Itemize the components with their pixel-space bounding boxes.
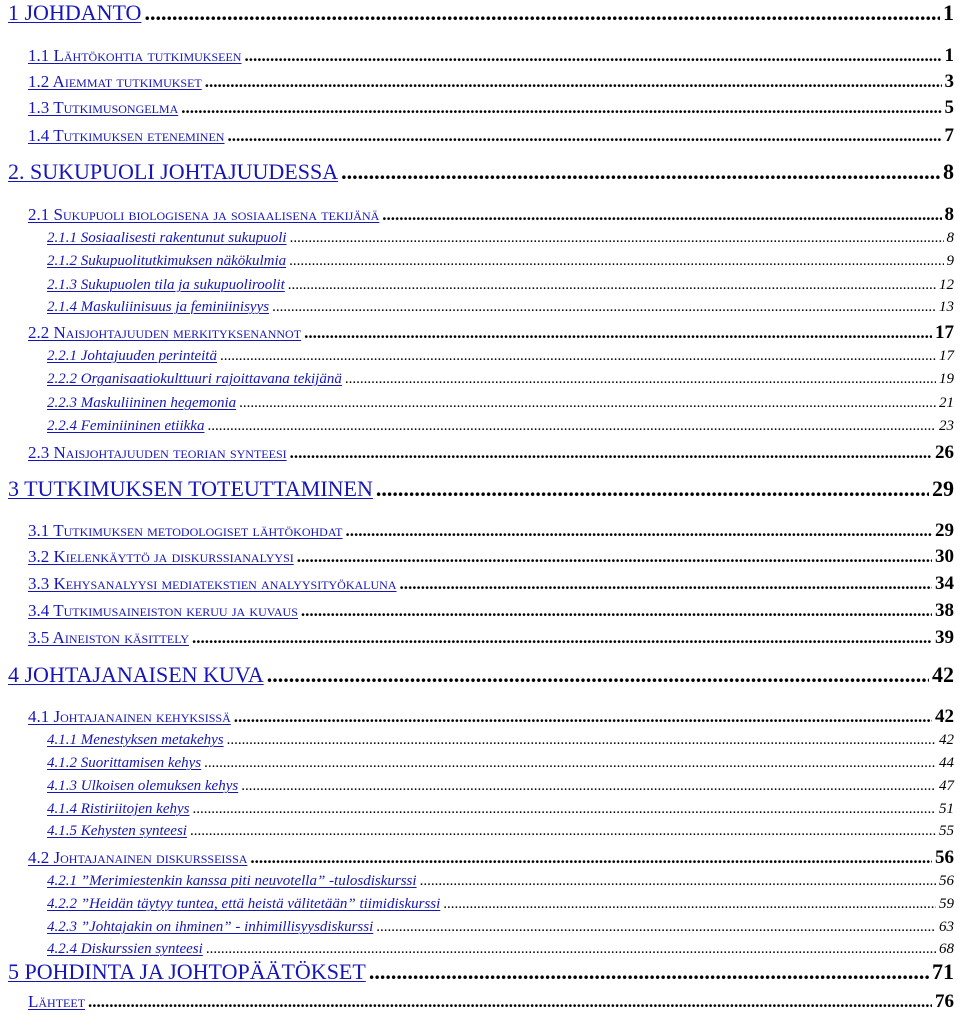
toc-entry-page: 42 (932, 662, 954, 687)
dot-leader (234, 708, 932, 725)
dot-leader (227, 733, 936, 748)
toc-entry-title[interactable]: 1.1 Lähtökohtia tutkimukseen (28, 46, 242, 65)
dot-leader (376, 920, 936, 935)
dot-leader (181, 99, 941, 116)
dot-leader (192, 629, 932, 646)
dot-leader (301, 602, 932, 619)
toc-entry[interactable] (8, 478, 954, 500)
toc-entry-page: 39 (935, 627, 954, 648)
toc-entry-title[interactable]: 3.5 Aineiston käsittely (28, 628, 189, 647)
toc-entry-title[interactable]: 1.4 Tutkimuksen eteneminen (28, 126, 225, 145)
toc-entry[interactable] (47, 254, 954, 269)
toc-entry-title[interactable]: 3.1 Tutkimuksen metodologiset lähtökohdat (28, 521, 343, 540)
toc-entry[interactable] (47, 920, 954, 935)
toc-entry-title[interactable]: 4.2 Johtajanainen diskursseissa (28, 848, 248, 867)
toc-entry[interactable] (47, 874, 954, 889)
toc-entry[interactable] (47, 802, 954, 817)
toc-entry-page: 44 (939, 755, 954, 771)
toc-entry-title[interactable]: 4.1.1 Menestyksen metakehys (47, 732, 224, 748)
dot-leader (443, 897, 936, 912)
toc-entry-page: 8 (944, 204, 954, 225)
dot-leader (205, 73, 942, 90)
dot-leader (341, 161, 940, 183)
toc-entry-page: 13 (939, 299, 954, 315)
toc-entry-title[interactable]: 4.2.3 ”Johtajakin on ihminen” - inhimillisyysdiskurssi (47, 919, 374, 935)
toc-entry-title[interactable]: 1.2 Aiemmat tutkimukset (28, 72, 202, 91)
toc-entry-page: 38 (935, 600, 954, 621)
toc-entry-title[interactable]: 3 TUTKIMUKSEN TOTEUTTAMINEN (8, 476, 373, 501)
toc-entry[interactable] (47, 349, 954, 364)
toc-entry-page: 47 (939, 778, 954, 794)
toc-entry-title[interactable]: 4.2.1 ”Merimiestenkin kanssa piti neuvotella” -tulosdiskurssi (47, 873, 417, 889)
toc-entry-page: 51 (939, 801, 954, 817)
toc-entry-page: 59 (939, 896, 954, 912)
toc-entry-page: 8 (946, 230, 954, 246)
dot-leader (244, 47, 941, 64)
dot-leader (400, 575, 932, 592)
toc-entry-page: 42 (935, 706, 954, 727)
dot-leader (190, 824, 936, 839)
toc-entry-title[interactable]: 4.1.5 Kehysten synteesi (47, 823, 187, 839)
toc-entry-title[interactable]: Lähteet (28, 992, 86, 1011)
toc-entry-page: 42 (939, 732, 954, 748)
toc-entry-page: 1 (944, 45, 954, 66)
toc-entry-title[interactable]: 2.3 Naisjohtajuuden teorian synteesi (28, 443, 287, 462)
toc-entry-page: 8 (943, 159, 954, 184)
toc-entry-title[interactable]: 2.2.1 Johtajuuden perinteitä (47, 348, 217, 364)
toc-entry[interactable] (28, 72, 954, 91)
toc-entry-page: 12 (939, 277, 954, 293)
toc-entry[interactable] (8, 961, 954, 983)
toc-entry[interactable] (47, 300, 954, 315)
toc-entry-page: 55 (939, 823, 954, 839)
toc-entry[interactable] (28, 992, 954, 1011)
toc-entry-page: 1 (943, 0, 954, 25)
toc-entry-page: 68 (939, 941, 954, 957)
dot-leader (288, 278, 936, 293)
toc-entry[interactable] (28, 205, 954, 224)
toc-entry-title[interactable]: 1 JOHDANTO (8, 0, 142, 25)
toc-entry[interactable] (8, 2, 954, 24)
toc-entry-title[interactable]: 2.2.2 Organisaatiokulttuuri rajoittavana tekijänä (47, 371, 342, 387)
toc-entry-page: 23 (939, 418, 954, 434)
toc-entry-page: 56 (935, 847, 954, 868)
toc-entry-page: 76 (935, 991, 954, 1012)
toc-entry[interactable] (8, 161, 954, 183)
toc-entry-title[interactable]: 2.1.3 Sukupuolen tila ja sukupuoliroolit (47, 277, 285, 293)
toc-entry-page: 19 (939, 371, 954, 387)
dot-leader (290, 231, 944, 246)
toc-entry-title[interactable]: 2.2 Naisjohtajuuden merkityksenannot (28, 323, 302, 342)
toc-entry-page: 63 (939, 919, 954, 935)
toc-entry-title[interactable]: 2.1.4 Maskuliinisuus ja feminiinisyys (47, 299, 270, 315)
dot-leader (241, 779, 936, 794)
toc-entry-page: 3 (944, 71, 954, 92)
dot-leader (192, 802, 936, 817)
toc-entry-title[interactable]: 2.2.4 Feminiininen etiikka (47, 418, 205, 434)
toc-entry-title[interactable]: 3.3 Kehysanalyysi mediatekstien analyysityökaluna (28, 574, 397, 593)
toc-entry-title[interactable]: 4.1.2 Suorittamisen kehys (47, 755, 202, 771)
toc-entry-page: 30 (935, 546, 954, 567)
dot-leader (207, 419, 936, 434)
toc-entry[interactable] (47, 231, 954, 246)
dot-leader (369, 961, 929, 983)
toc-entry[interactable] (47, 897, 954, 912)
toc-entry[interactable] (28, 707, 954, 726)
dot-leader (220, 349, 936, 364)
toc-entry[interactable] (28, 601, 954, 620)
dot-leader (250, 849, 932, 866)
toc-entry-title[interactable]: 2.2.3 Maskuliininen hegemonia (47, 395, 237, 411)
toc-entry-page: 29 (932, 476, 954, 501)
dot-leader (272, 300, 936, 315)
toc-entry-title[interactable]: 4.2.4 Diskurssien synteesi (47, 941, 203, 957)
dot-leader (346, 522, 933, 539)
dot-leader (289, 254, 943, 269)
toc-entry[interactable] (47, 779, 954, 794)
toc-entry[interactable] (28, 443, 954, 462)
toc-entry[interactable] (28, 126, 954, 145)
toc-entry-title[interactable]: 4.1.3 Ulkoisen olemuksen kehys (47, 778, 239, 794)
toc-entry-title[interactable]: 3.2 Kielenkäyttö ja diskurssianalyysi (28, 547, 294, 566)
toc-entry[interactable] (47, 372, 954, 387)
dot-leader (88, 993, 932, 1010)
toc-entry[interactable] (28, 46, 954, 65)
toc-entry[interactable] (47, 733, 954, 748)
toc-entry[interactable] (8, 664, 954, 686)
toc-entry-page: 21 (939, 395, 954, 411)
dot-leader (227, 127, 941, 144)
dot-leader (376, 478, 929, 500)
toc-entry-page: 17 (939, 348, 954, 364)
toc-entry[interactable] (47, 942, 954, 957)
toc-entry-page: 34 (935, 573, 954, 594)
toc-entry-title[interactable]: 3.4 Tutkimusaineiston keruu ja kuvaus (28, 601, 298, 620)
toc-entry[interactable] (28, 98, 954, 117)
toc-entry[interactable] (28, 521, 954, 540)
toc-entry[interactable] (47, 824, 954, 839)
toc-entry[interactable] (28, 574, 954, 593)
dot-leader (267, 664, 929, 686)
toc-entry-title[interactable]: 2.1.2 Sukupuolitutkimuksen näkökulmia (47, 253, 287, 269)
toc-entry[interactable] (47, 756, 954, 771)
dot-leader (382, 206, 941, 223)
toc-entry-page: 17 (935, 322, 954, 343)
toc-entry-page: 7 (944, 125, 954, 146)
toc-entry-title[interactable]: 4.2.2 ”Heidän täytyy tuntea, että heistä välitetään” tiimidiskurssi (47, 896, 441, 912)
toc-entry[interactable] (47, 419, 954, 434)
toc-entry-title[interactable]: 2.1 Sukupuoli biologisena ja sosiaalisena tekijänä (28, 205, 380, 224)
toc-entry[interactable] (28, 628, 954, 647)
toc-entry-page: 9 (946, 253, 954, 269)
toc-entry-page: 5 (944, 97, 954, 118)
toc-entry[interactable] (28, 848, 954, 867)
toc-entry-title[interactable]: 2. SUKUPUOLI JOHTAJUUDESSA (8, 159, 339, 184)
dot-leader (204, 756, 936, 771)
toc-entry[interactable] (28, 323, 954, 342)
dot-leader (420, 874, 936, 889)
dot-leader (345, 372, 936, 387)
dot-leader (144, 2, 940, 24)
dot-leader (206, 942, 936, 957)
dot-leader (290, 444, 932, 461)
toc-entry[interactable] (47, 396, 954, 411)
dot-leader (239, 396, 936, 411)
toc-entry-title[interactable]: 5 POHDINTA JA JOHTOPÄÄTÖKSET (8, 959, 366, 984)
dot-leader (297, 548, 932, 565)
toc-entry-page: 71 (932, 959, 954, 984)
toc-entry[interactable] (28, 547, 954, 566)
toc-entry-title[interactable]: 4 JOHTAJANAISEN KUVA (8, 662, 264, 687)
toc-entry-title[interactable]: 1.3 Tutkimusongelma (28, 98, 179, 117)
toc-entry[interactable] (47, 278, 954, 293)
toc-entry-page: 56 (939, 873, 954, 889)
toc-entry-title[interactable]: 4.1 Johtajanainen kehyksissä (28, 707, 231, 726)
toc-entry-title[interactable]: 2.1.1 Sosiaalisesti rakentunut sukupuoli (47, 230, 287, 246)
toc-entry-page: 26 (935, 442, 954, 463)
toc-entry-title[interactable]: 4.1.4 Ristiriitojen kehys (47, 801, 190, 817)
dot-leader (304, 324, 932, 341)
toc-entry-page: 29 (935, 520, 954, 541)
